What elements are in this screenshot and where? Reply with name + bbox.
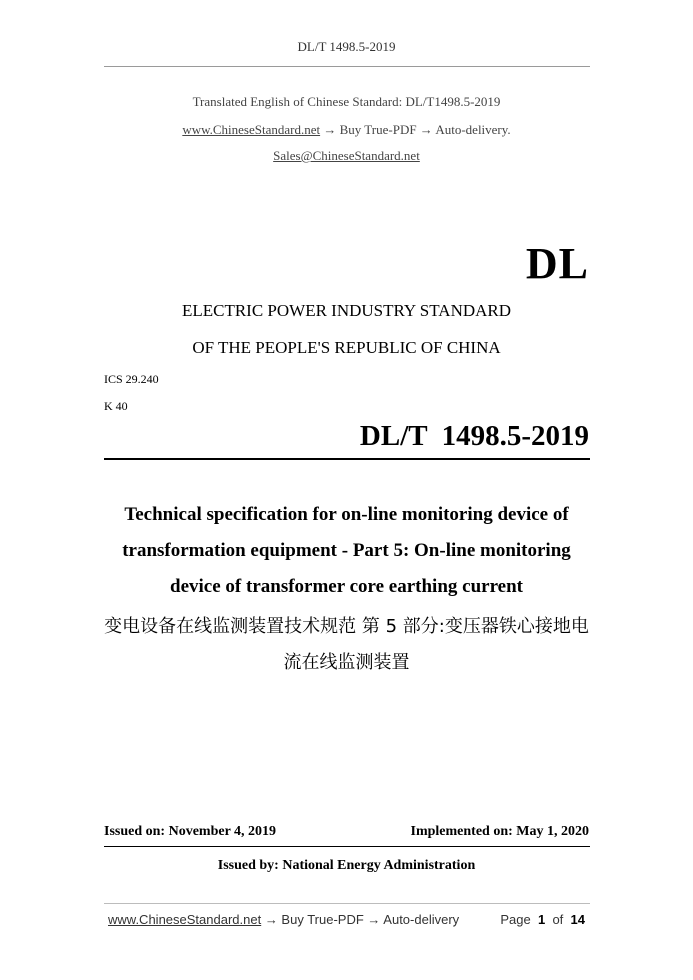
page-current: 1: [537, 912, 546, 927]
page-label: Page: [500, 912, 531, 927]
sales-notice: [0, 148, 693, 164]
org-line-1: ELECTRIC POWER INDUSTRY STANDARD: [181, 301, 512, 320]
page-total: 14: [570, 912, 585, 927]
implemented-on-date: Implemented on: May 1, 2020: [410, 824, 589, 839]
footer-divider: [104, 903, 590, 904]
running-header-title: DL/T 1498.5-2019: [297, 39, 396, 54]
site-link[interactable]: www.ChineseStandard.net: [182, 122, 321, 137]
issue-divider: [104, 846, 590, 847]
title-cn-line-2: 流在线监测装置: [283, 652, 410, 673]
sales-email-link[interactable]: Sales@ChineseStandard.net: [273, 148, 420, 163]
purchase-notice: [0, 122, 693, 138]
page-of-label: of: [552, 912, 564, 927]
translation-notice: Translated English of Chinese Standard: DL/T1498.5-2019: [192, 94, 501, 109]
page-indicator: [500, 912, 585, 927]
footer-site-link[interactable]: www.ChineseStandard.net: [108, 912, 262, 927]
title-en-line-3: device of transformer core earthing current: [170, 576, 523, 597]
k-code: K 40: [104, 399, 128, 413]
footer-purchase: [108, 912, 459, 927]
dl-logo-mark: DL: [525, 239, 589, 288]
title-en-line-2: transformation equipment - Part 5: On-line monitoring: [122, 540, 571, 561]
title-en-line-1: Technical specification for on-line monitoring device of: [124, 504, 569, 525]
org-line-2: OF THE PEOPLE'S REPUBLIC OF CHINA: [192, 338, 501, 357]
standard-number: DL/T 1498.5-2019: [359, 420, 589, 452]
title-cn-line-1: 变电设备在线监测装置技术规范 第 5 部分:变压器铁心接地电: [104, 616, 589, 637]
ics-code: ICS 29.240: [104, 372, 159, 386]
buy-text: → Buy True-PDF → Auto-delivery.: [323, 122, 511, 137]
issued-on-date: Issued on: November 4, 2019: [104, 824, 277, 839]
footer-buy-text: → Buy True-PDF → Auto-delivery: [261, 912, 460, 927]
header-divider: [104, 66, 590, 67]
issued-by: Issued by: National Energy Administration: [217, 858, 476, 873]
standard-number-rule: [104, 458, 590, 460]
